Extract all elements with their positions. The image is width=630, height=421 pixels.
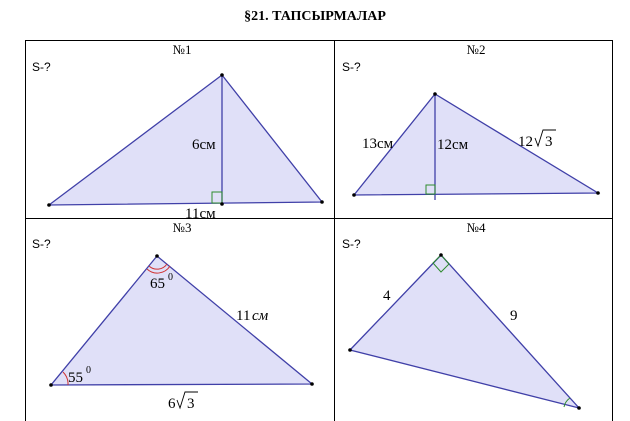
task-4-question: S-? xyxy=(342,237,361,251)
task-4-number: №4 xyxy=(466,220,486,235)
task-1-number: №1 xyxy=(172,42,192,57)
task-3-question: S-? xyxy=(32,237,51,251)
task-2-number: №2 xyxy=(466,42,486,57)
task-1-triangle xyxy=(49,75,322,205)
task-4-triangle xyxy=(350,255,579,408)
task-3-right-side-num: 11 xyxy=(236,308,251,324)
task-3-top-angle-label: 65 xyxy=(150,276,165,292)
task-1-question: S-? xyxy=(32,60,51,74)
task-3-base-coef: 6 xyxy=(168,396,176,412)
task-2-figure xyxy=(352,92,600,200)
task-2-right-side-root: 3 xyxy=(545,134,553,150)
task-4-right-leg-label: 9 xyxy=(510,308,518,324)
task-1-base-label: 11см xyxy=(185,206,216,222)
task-2-question: S-? xyxy=(342,60,361,74)
task-3-left-angle-label: 55 xyxy=(68,370,83,386)
task-3-number: №3 xyxy=(172,220,192,235)
page-title: §21. ТАПСЫРМАЛАР xyxy=(244,9,386,24)
task-2-height-label: 12см xyxy=(437,137,469,153)
task-4-figure xyxy=(348,253,581,410)
task-1-figure xyxy=(47,73,324,222)
task-3-base-root: 3 xyxy=(187,396,195,412)
task-2-right-side-coef: 12 xyxy=(518,134,533,150)
task-4-left-leg-label: 4 xyxy=(383,288,391,304)
task-3-right-side-unit: см xyxy=(252,308,269,324)
task-3-top-angle-degree: 0 xyxy=(168,272,173,283)
task-1-height-label: 6см xyxy=(192,137,216,153)
task-2-left-side-label: 13см xyxy=(362,136,394,152)
task-3-left-angle-degree: 0 xyxy=(86,365,91,376)
task-3-figure xyxy=(49,254,314,412)
